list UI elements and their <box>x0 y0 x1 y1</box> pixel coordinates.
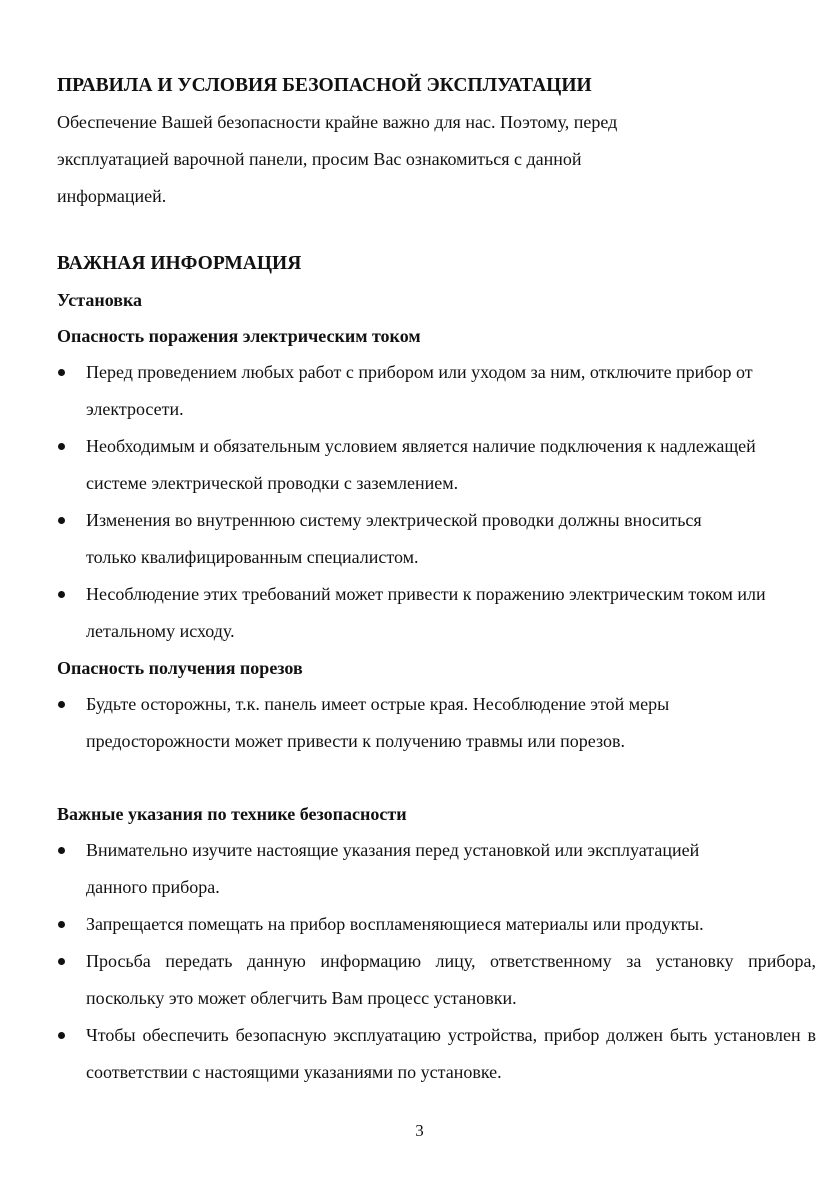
intro-line: информацией. <box>57 186 167 206</box>
bullet-icon <box>58 517 65 524</box>
list-item-text: Внимательно изучите настоящие указания перед установкой или эксплуатацией данного прибора. <box>86 840 700 897</box>
document-title: ПРАВИЛА И УСЛОВИЯ БЕЗОПАСНОЙ ЭКСПЛУАТАЦИИ <box>57 75 592 96</box>
important-info-heading: ВАЖНАЯ ИНФОРМАЦИЯ <box>57 253 302 274</box>
page-number: 3 <box>415 1121 424 1140</box>
bullet-icon <box>58 591 65 598</box>
list-item <box>57 428 786 502</box>
electric-shock-list <box>57 354 787 650</box>
list-item-text: Перед проведением любых работ с прибором или уходом за ним, отключите прибор от электросети. <box>86 362 753 419</box>
bullet-icon <box>58 369 65 376</box>
safety-instructions-list <box>57 832 816 1091</box>
spacer <box>57 215 787 246</box>
list-item <box>57 686 786 760</box>
list-item <box>57 943 816 1017</box>
document-page <box>57 68 816 1091</box>
list-item-text: Просьба передать данную информацию лицу, ответственному за установку прибора, поскольку это может облегчить Вам процесс установки. <box>86 951 816 1008</box>
intro-paragraph <box>57 104 787 215</box>
safety-instructions-heading: Важные указания по технике безопасности <box>57 804 407 824</box>
list-item <box>57 906 746 943</box>
list-item-text: Несоблюдение этих требований может привести к поражению электрическим током или летальному исходу. <box>86 584 766 641</box>
intro-line: Обеспечение Вашей безопасности крайне важно для нас. Поэтому, перед <box>57 112 618 132</box>
bullet-icon <box>58 701 65 708</box>
cuts-danger-list <box>57 686 787 760</box>
bullet-icon <box>58 921 65 928</box>
list-item-text: Будьте осторожны, т.к. панель имеет острые края. Несоблюдение этой меры предосторожности может привести к получению травмы или порезов. <box>86 694 670 751</box>
electric-shock-heading: Опасность поражения электрическим током <box>57 326 421 346</box>
list-item-text: Чтобы обеспечить безопасную эксплуатацию устройства, прибор должен быть установлен в соответствии с настоящими указаниями по установке. <box>86 1025 816 1082</box>
bullet-icon <box>58 443 65 450</box>
list-item <box>57 1017 816 1091</box>
installation-heading: Установка <box>57 290 143 310</box>
list-item <box>57 832 726 906</box>
list-item-text: Изменения во внутреннюю систему электрической проводки должны вноситься только квалифицированным специалистом. <box>86 510 702 567</box>
list-item <box>57 576 816 650</box>
spacer <box>57 760 787 796</box>
intro-line: эксплуатацией варочной панели, просим Вас ознакомиться с данной <box>57 149 582 169</box>
cuts-danger-heading: Опасность получения порезов <box>57 658 303 678</box>
list-item <box>57 354 776 428</box>
bullet-icon <box>58 958 65 965</box>
bullet-icon <box>58 1032 65 1039</box>
list-item-text: Необходимым и обязательным условием является наличие подключения к надлежащей системе электрической проводки с заземлением. <box>86 436 756 493</box>
list-item <box>57 502 756 576</box>
bullet-icon <box>58 847 65 854</box>
list-item-text: Запрещается помещать на прибор воспламеняющиеся материалы или продукты. <box>86 914 704 934</box>
